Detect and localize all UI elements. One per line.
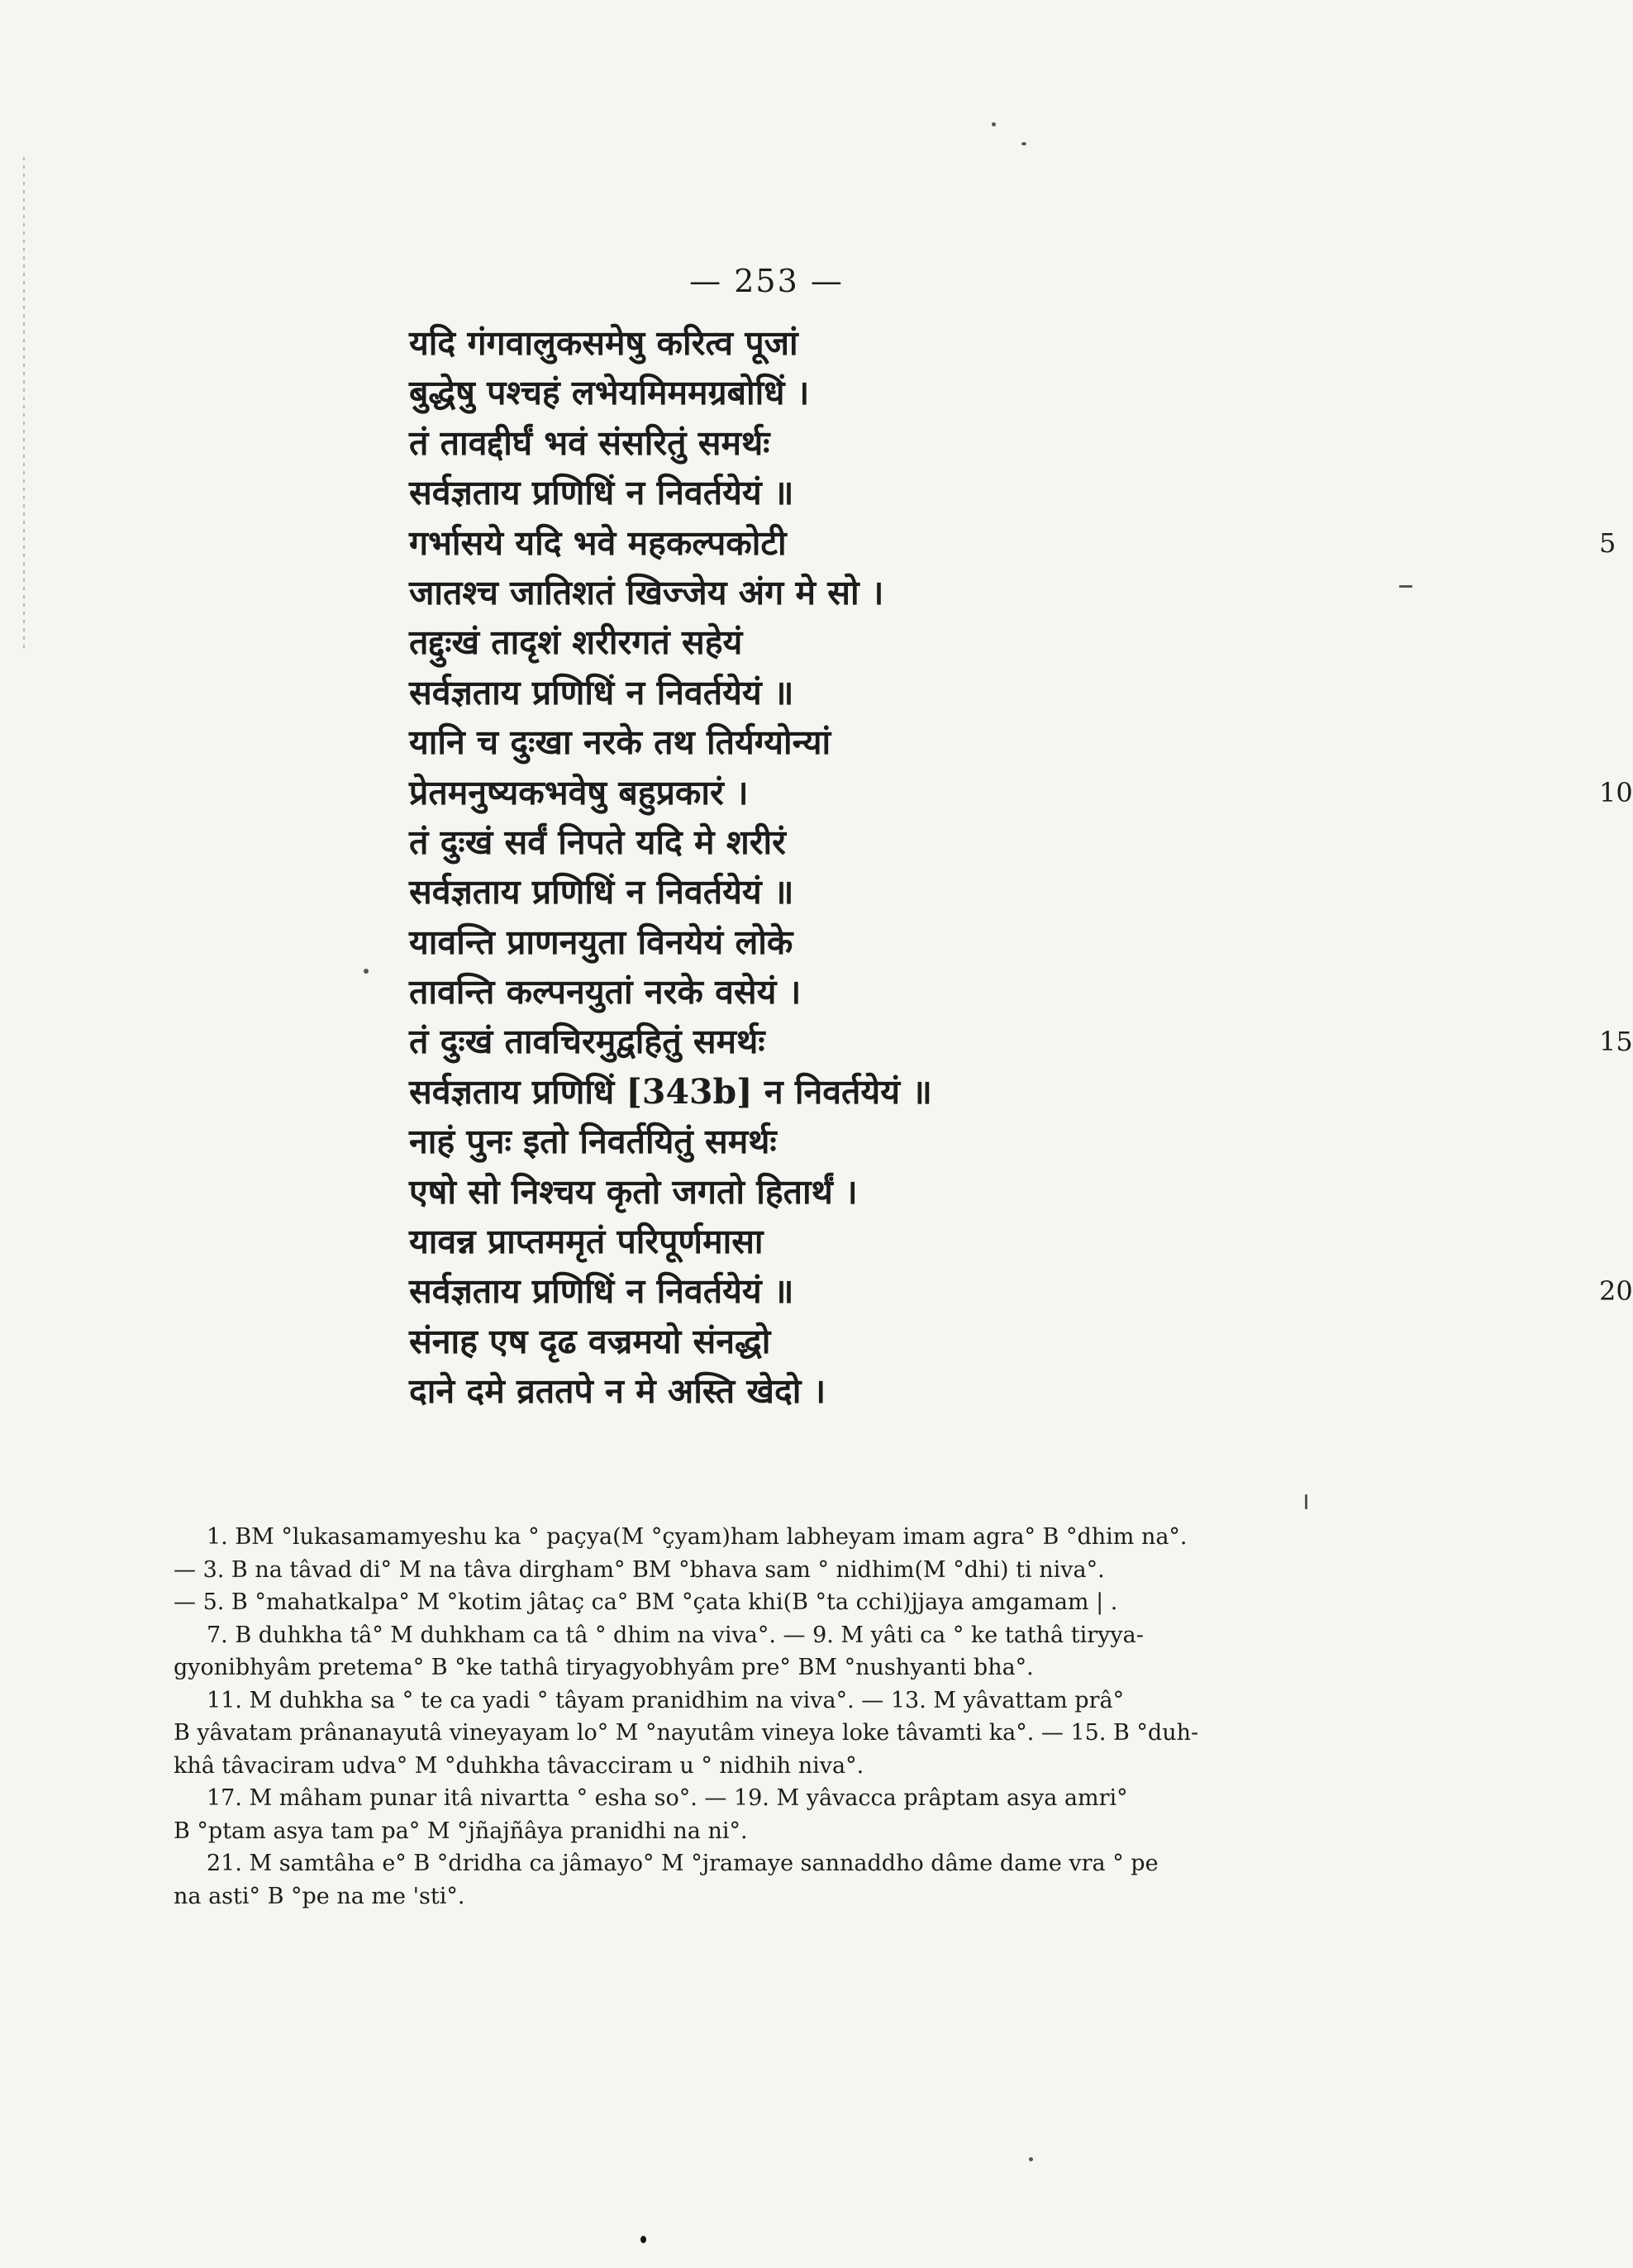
footnote-line: B yâvatam prânanayutâ vineyayam lo° M °nayutâm vineya loke tâvamti ka°. — 15. B °duh- — [174, 1720, 1199, 1746]
verse-line — [409, 817, 1318, 867]
verse-text: दाने दमे व्रततपे न मे अस्ति खेदो । — [409, 1371, 826, 1412]
verse-text: तं तावद्दीर्घं भवं संसरितुं समर्थः — [409, 422, 770, 463]
verse-line — [409, 1317, 1318, 1366]
verse-text: सर्वज्ञताय प्रणिधिं न निवर्तयेयं ॥ — [409, 872, 794, 912]
verse-text: तद्दुःखं तादृशं शरीरगतं सहेयं — [409, 622, 743, 663]
verse-line — [409, 468, 1318, 517]
page-number: — 253 — — [689, 263, 844, 299]
verse-line — [409, 1167, 1318, 1217]
verse-text: यावन्ति प्राणनयुता विनयेयं लोके — [409, 922, 793, 962]
line-number: 5 — [1599, 526, 1616, 559]
scan-margin-artifact — [23, 157, 25, 653]
scan-speck — [1021, 142, 1026, 145]
scan-speck — [1399, 585, 1412, 588]
scan-speck — [992, 122, 996, 126]
line-number: 15 — [1599, 1026, 1633, 1058]
footnote-line: 21. M samtâha e° B °dridha ca jâmayo° M °jramaye sannaddho dâme dame vra ° pe — [207, 1851, 1159, 1876]
verse-text: एषो सो निश्चय कृतो जगतो हितार्थं । — [409, 1171, 858, 1212]
scan-speck — [640, 2236, 646, 2243]
verse-text: प्रेतमनुष्यकभवेषु बहुप्रकारं । — [409, 772, 749, 812]
verse-block — [409, 318, 1633, 1417]
verse-line — [409, 917, 1318, 967]
footnote-line: gyonibhyâm pretema° B °ke tathâ tiryagyobhyâm pre° BM °nushyanti bha°. — [174, 1655, 1034, 1680]
verse-line — [409, 368, 1318, 417]
verse-text: नाहं पुनः इतो निवर्तयितुं समर्थः — [409, 1122, 777, 1162]
verse-text: यानि च दुःखा नरके तथ तिर्यग्योन्यां — [409, 722, 831, 763]
footnote-line: 17. M mâham punar itâ nivartta ° esha so°. — 19. M yâvacca prâptam asya amri° — [207, 1785, 1128, 1811]
verse-line — [409, 568, 1318, 617]
line-number: 20 — [1599, 1275, 1633, 1308]
verse-line — [409, 1217, 1318, 1266]
verse-line — [409, 668, 1318, 717]
scan-speck — [1305, 1494, 1307, 1509]
footnote-line: khâ tâvaciram udva° M °duhkha tâvacciram u ° nidhih niva°. — [174, 1752, 864, 1779]
verse-line — [409, 617, 1318, 667]
verse-text: जातश्च जातिशतं खिज्जेय अंग मे सो । — [409, 572, 884, 612]
verse-text: सर्वज्ञताय प्रणिधिं न निवर्तयेयं ॥ — [409, 672, 794, 712]
footnote-line: — 3. B na tâvad di° M na tâva dirgham° BM °bhava sam ° nidhim(M °dhi) ti niva°. — [174, 1556, 1105, 1583]
verse-text: बुद्धेषु पश्चहं लभेयमिममग्रबोधिं । — [409, 373, 810, 413]
verse-line — [409, 967, 1318, 1017]
footnote-line: 7. B duhkha tâ° M duhkham ca tâ ° dhim na viva°. — 9. M yâti ca ° ke tathâ tiryya- — [207, 1622, 1144, 1648]
verse-text: यावन्न प्राप्तममृतं परिपूर्णमासा — [409, 1222, 764, 1262]
verse-line — [409, 717, 1318, 767]
footnotes — [174, 1521, 1347, 1913]
verse-line — [409, 1067, 1318, 1117]
footnote-line: 1. BM °lukasamamyeshu ka ° paçya(M °çyam)ham labheyam imam agra° B °dhim na°. — [207, 1524, 1188, 1550]
verse-text: तं दुःखं तावचिरमुद्वहितुं समर्थः — [409, 1022, 765, 1062]
verse-text: तावन्ति कल्पनयुतां नरके वसेयं । — [409, 972, 802, 1012]
scan-speck — [1029, 2157, 1033, 2161]
footnote-line: na asti° B °pe na me 'sti°. — [174, 1883, 465, 1909]
verse-line — [409, 1266, 1633, 1316]
footnote-line: 11. M duhkha sa ° te ca yadi ° tâyam pranidhim na viva°. — 13. M yâvattam prâ° — [207, 1687, 1125, 1713]
verse-line — [409, 418, 1318, 468]
verse-line — [409, 867, 1318, 917]
verse-line — [409, 768, 1633, 817]
verse-text: गर्भासये यदि भवे महकल्पकोटी — [409, 522, 787, 563]
verse-line — [409, 1117, 1318, 1166]
verse-text: यदि गंगवालुकसमेषु करित्व पूजां — [409, 323, 798, 363]
verse-text: सर्वज्ञताय प्रणिधिं न निवर्तयेयं ॥ — [409, 473, 794, 513]
line-number: 10 — [1599, 776, 1633, 808]
verse-text: संनाह एष दृढ वज्रमयो संनद्धो — [409, 1321, 771, 1361]
footnote-line: B °ptam asya tam pa° M °jñajñâya pranidhi na ni°. — [174, 1818, 748, 1844]
verse-line — [409, 1366, 1318, 1416]
scan-speck — [364, 969, 369, 974]
verse-line — [409, 318, 1318, 368]
verse-line — [409, 518, 1616, 568]
verse-text: सर्वज्ञताय प्रणिधिं न निवर्तयेयं ॥ — [409, 1271, 794, 1312]
verse-text: तं दुःखं सर्वं निपते यदि मे शरीरं — [409, 822, 786, 862]
verse-text: सर्वज्ञताय प्रणिधिं [343b] न निवर्तयेयं ॥ — [409, 1071, 932, 1112]
verse-line — [409, 1017, 1633, 1066]
footnote-line: — 5. B °mahatkalpa° M °kotim jâtaç ca° BM °çata khi(B °ta cchi)jjaya amgamam | . — [174, 1589, 1118, 1615]
